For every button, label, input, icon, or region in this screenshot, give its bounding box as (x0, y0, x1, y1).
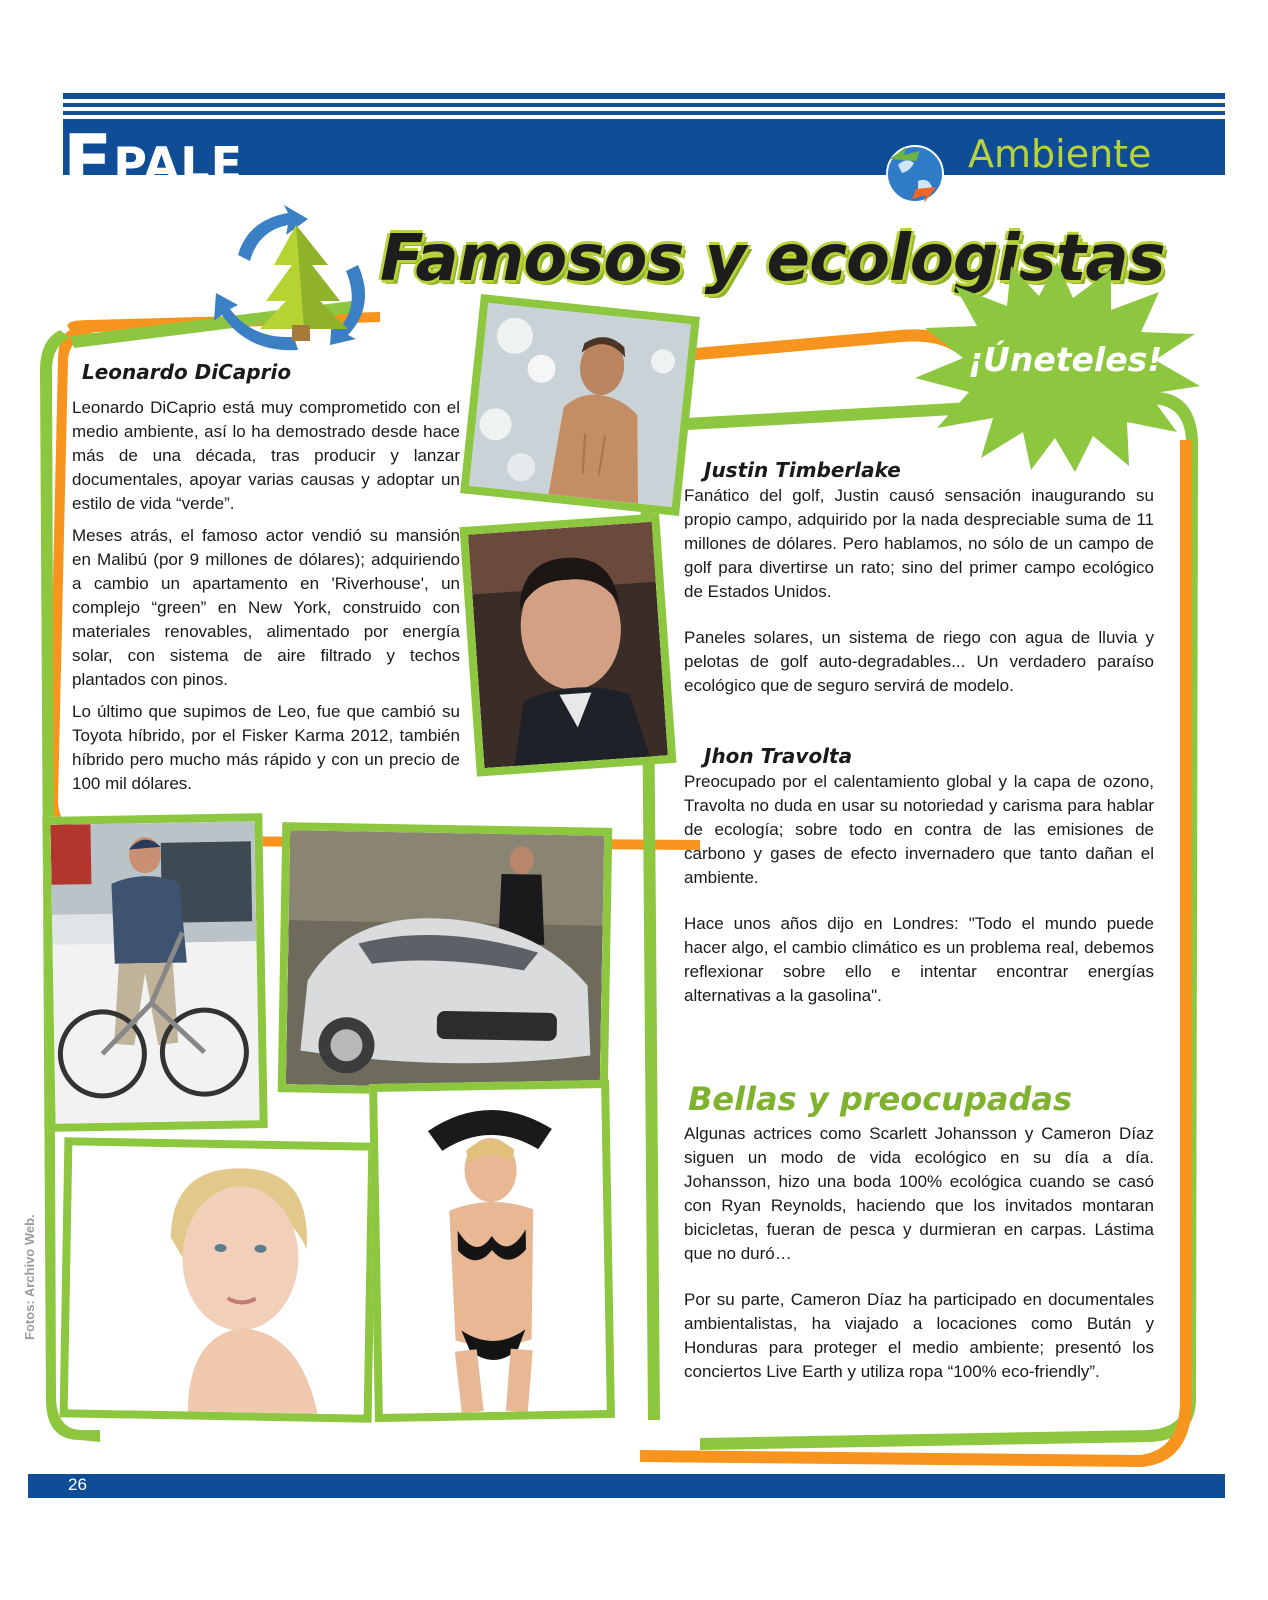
bellas-paragraph: Por su parte, Cameron Díaz ha participado en documentales ambientalistas, ha viajado a locaciones como Bután y Honduras para proteger el medio ambiente; presentó los conciertos Live Earth y utiliza ropa “100% eco-friendly”. (684, 1290, 1154, 1381)
john-travolta-photo (460, 513, 677, 776)
cameron-diaz-photo (369, 1080, 615, 1422)
dicaprio-bike-photo (42, 813, 267, 1132)
leonardo-paragraph: Lo último que supimos de Leo, fue que cambió su Toyota híbrido, por el Fisker Karma 2012, también híbrido pero mucho más rápido y con un precio de 100 mil dólares. (72, 702, 460, 793)
justin-paragraph: Paneles solares, un sistema de riego con agua de lluvia y pelotas de golf auto-degradables... Un verdadero paraíso ecológico que de seguro servirá de modelo. (684, 628, 1154, 695)
footer-band (28, 1474, 1225, 1498)
travolta-paragraph: Preocupado por el calentamiento global y la capa de ozono, Travolta no duda en usar su notoriedad y carisma para hablar de ecología; sobre todo en contra de las emisiones de carbono y gases de efecto invernadero que tanto dañan el ambiente. (684, 772, 1154, 887)
starburst-text: ¡Úneteles! (968, 340, 1163, 379)
leonardo-section (72, 360, 460, 804)
photo-credit: Fotos: Archivo Web. (22, 1214, 37, 1340)
magazine-logo: EPALE (63, 119, 244, 203)
justin-paragraph: Fanático del golf, Justin causó sensación inaugurando su propio campo, adquirido por la nada despreciable suma de 11 millones de dólares. Pero hablamos, no sólo de un campo de golf para divertirse un rato; sino del primer campo ecológico de Estados Unidos. (684, 486, 1154, 601)
justin-section (684, 458, 1154, 706)
fisker-karma-car-photo (278, 822, 613, 1098)
leonardo-paragraph: Meses atrás, el famoso actor vendió su mansión en Malibú (por 9 millones de dólares); adquiriendo a cambio un apartamento en 'Riverhouse', un complejo “green” en New York, construido con materiales renovables, alimentado por energía solar, con sistema de aire filtrado y techos plantados con pinos. (72, 526, 460, 689)
recycle-tree-icon (208, 205, 378, 355)
travolta-section (684, 744, 1154, 1016)
leonardo-paragraph: Leonardo DiCaprio está muy comprometido con el medio ambiente, así lo ha demostrado desde hace más de una década, tras producir y lanzar documentales, apoyar varias causas y adoptar un estilo de vida “verde”. (72, 398, 460, 513)
leonardo-heading: Leonardo DiCaprio (82, 360, 292, 384)
scarlett-johansson-photo (60, 1137, 377, 1422)
justin-heading: Justin Timberlake (704, 458, 901, 482)
travolta-heading: Jhon Travolta (704, 744, 853, 768)
section-label: Ambiente (968, 132, 1152, 176)
justin-timberlake-photo (460, 294, 700, 516)
travolta-paragraph: Hace unos años dijo en Londres: "Todo el mundo puede hacer algo, el cambio climático es un problema real, debemos reflexionar sobre ello e intentar encontrar energías alternativas a la gasolina". (684, 914, 1154, 1005)
bellas-heading: Bellas y preocupadas (688, 1080, 1072, 1118)
page-number: 26 (68, 1475, 87, 1494)
bellas-section (684, 1080, 1154, 1392)
article-title: Famosos y ecologistas (380, 222, 1165, 296)
bellas-paragraph: Algunas actrices como Scarlett Johansson y Cameron Díaz siguen un modo de vida ecológico en su día a día. Johansson, hizo una boda 100% ecológica cuando se casó con Ryan Reynolds, haciendo que los invitados montaran bicicletas, fueran de pesca y durmieran en carpas. Lástima que no duró… (684, 1124, 1154, 1263)
